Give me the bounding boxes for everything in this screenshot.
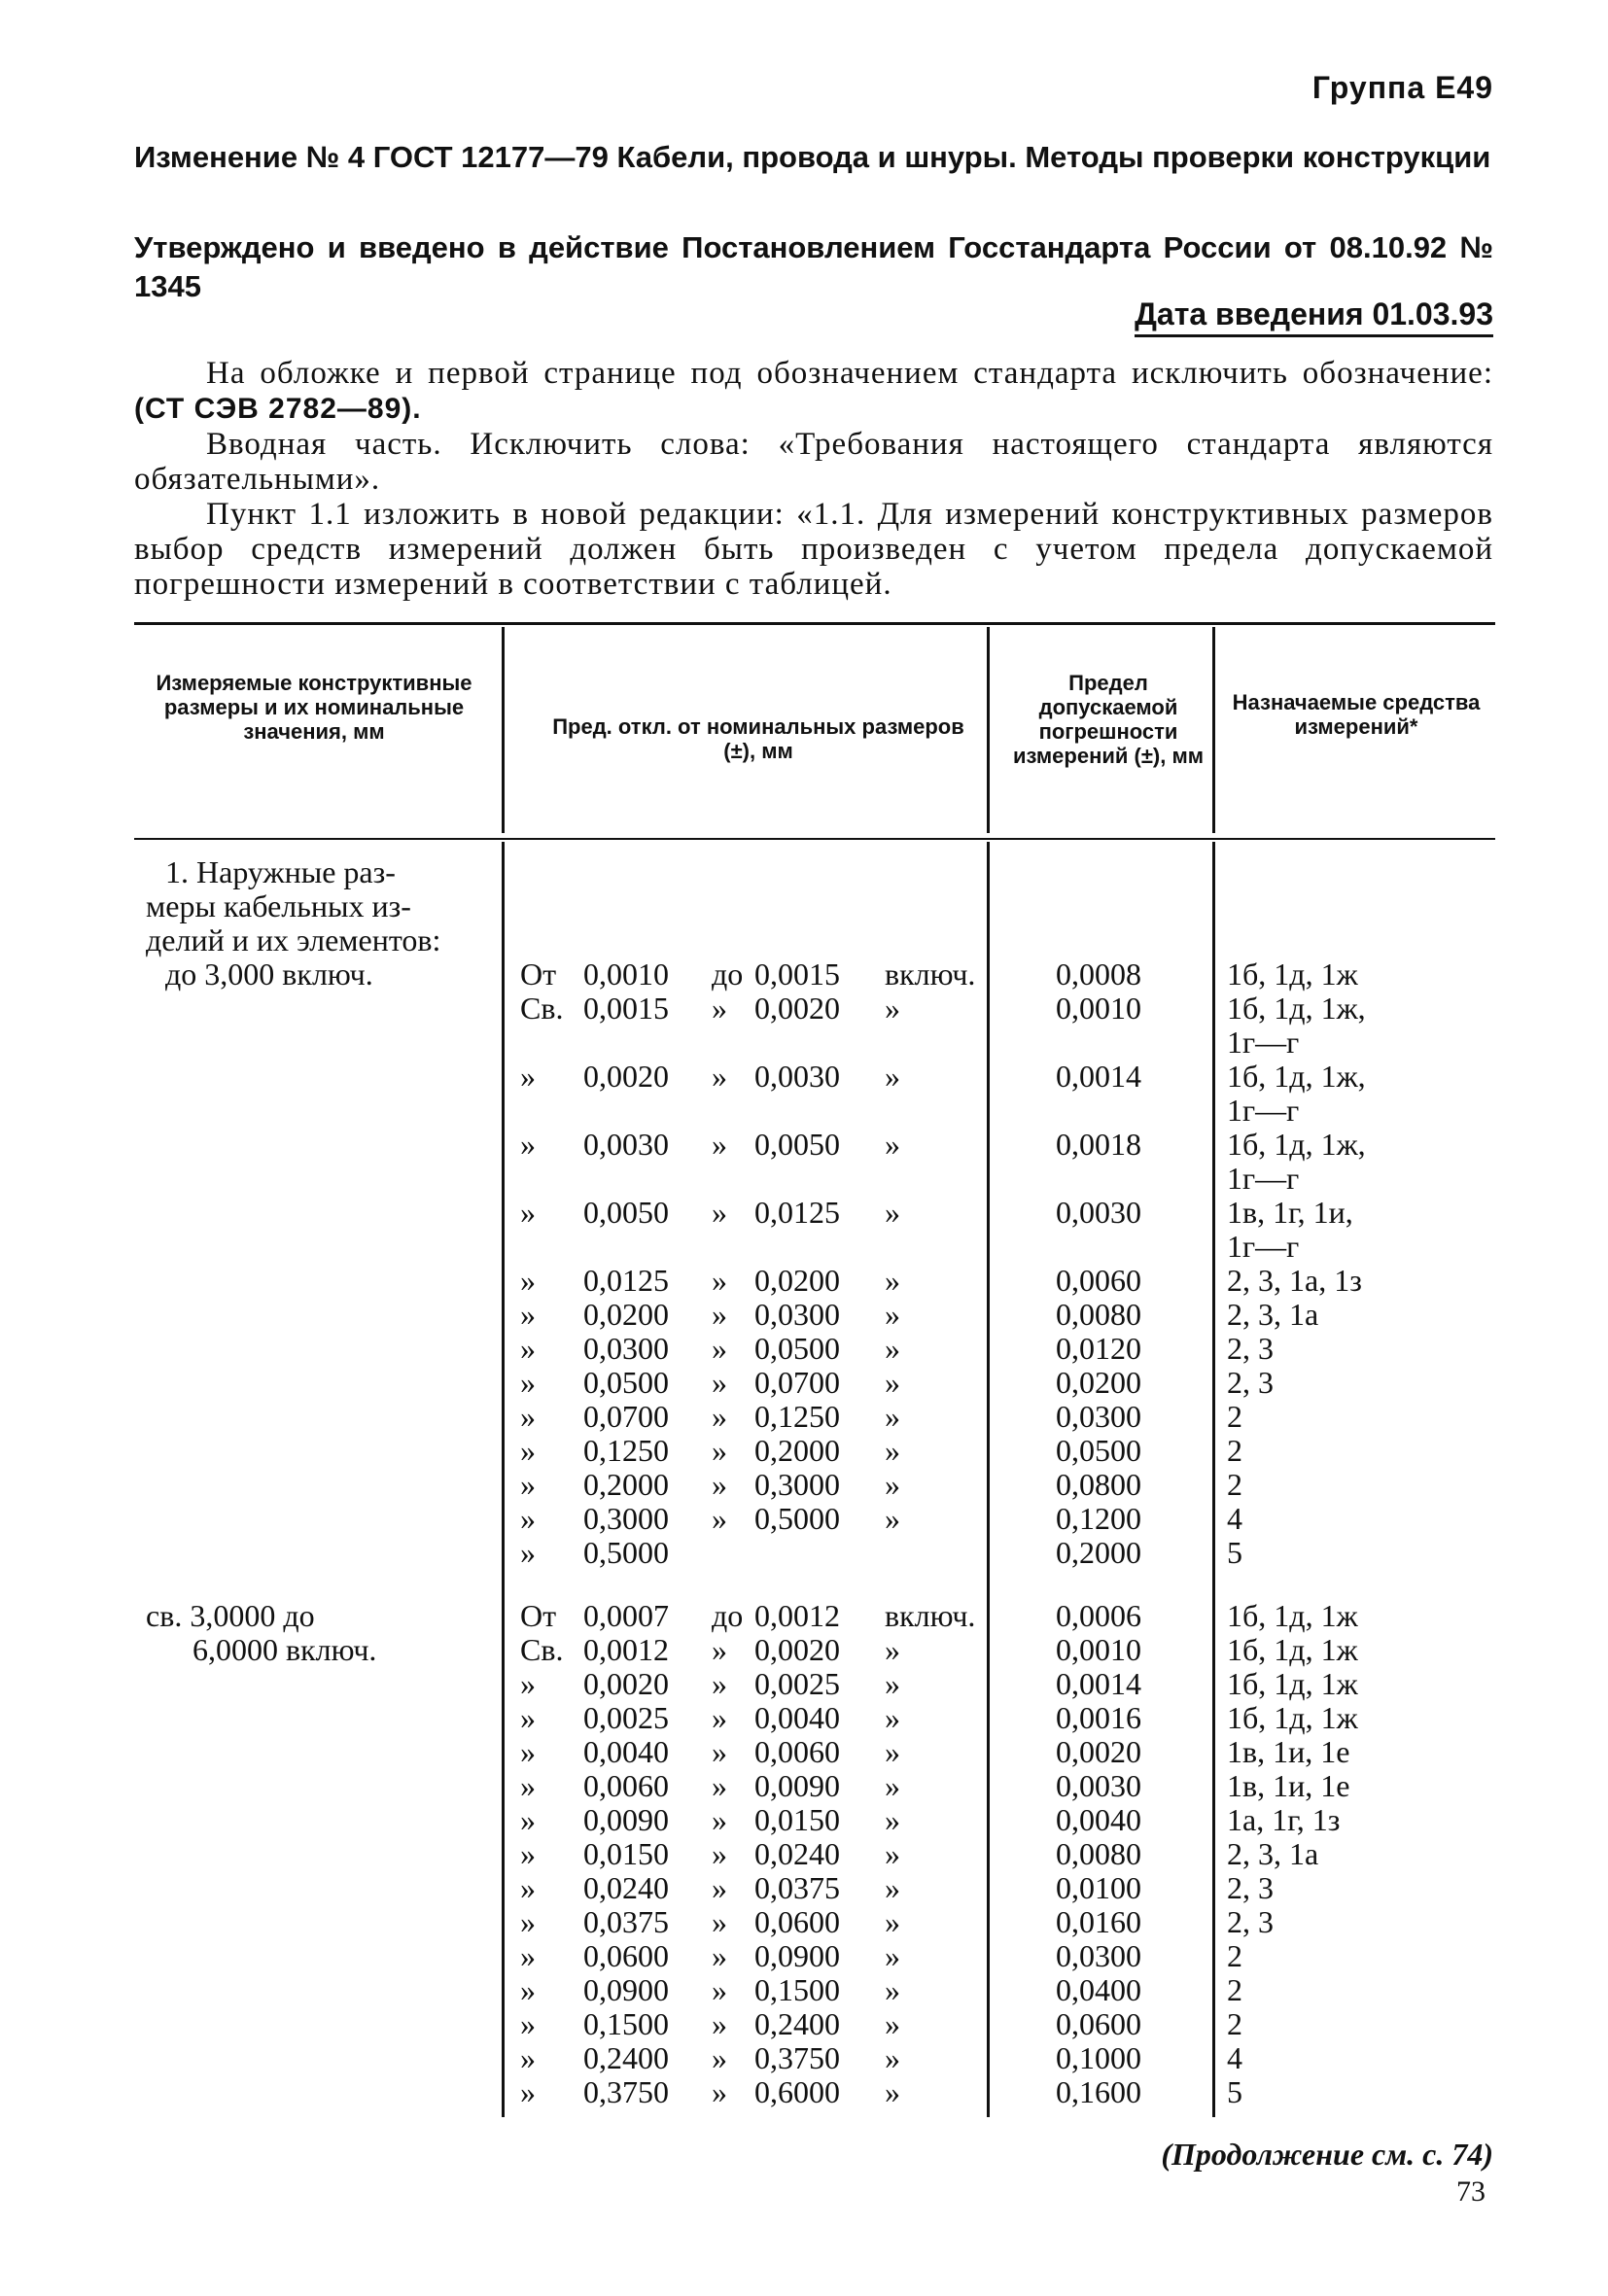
table-row <box>0 2041 1608 2075</box>
table-cell-v1: 0,3000 <box>583 1501 669 1536</box>
table-cell-v4: 1в, 1г, 1и, <box>1227 1195 1353 1230</box>
table-cell-v4: 1г—г <box>1227 1229 1300 1264</box>
table-cell-v4: 2 <box>1227 1467 1242 1502</box>
table-cell-v1: 0,0375 <box>583 1904 669 1939</box>
table-row <box>0 2075 1608 2109</box>
table-header-dimensions: Измеряемые конструктивные размеры и их номинальные значения, мм <box>156 671 472 744</box>
table-cell-v2: 0,0015 <box>754 957 840 991</box>
table-cell-pfx: » <box>520 1870 536 1905</box>
table-cell-v3: 0,0030 <box>1056 1195 1141 1230</box>
table-cell-v3: 0,0014 <box>1056 1666 1141 1701</box>
table-cell-v1: 0,5000 <box>583 1535 669 1570</box>
table-cell-v4: 1б, 1д, 1ж <box>1227 1700 1358 1735</box>
table-cell-v4: 1в, 1и, 1е <box>1227 1734 1350 1769</box>
table-cell-v1: 0,0040 <box>583 1734 669 1769</box>
table-cell-q2: » <box>885 1972 900 2007</box>
table-cell-v3: 0,0200 <box>1056 1365 1141 1400</box>
table-row <box>0 1128 1608 1162</box>
table-row <box>0 1803 1608 1837</box>
table-cell-pfx: » <box>520 1433 536 1468</box>
table-row <box>0 1434 1608 1468</box>
table-header-deviation: Пред. откл. от номинальных размеров (±), мм <box>552 714 964 763</box>
table-cell-q1: » <box>712 1297 727 1332</box>
table-cell-q1: » <box>712 1399 727 1434</box>
table-cell-pfx: » <box>520 1195 536 1230</box>
paragraph-cover-bold: (СТ СЭВ 2782—89). <box>134 393 422 425</box>
table-cell-q2: » <box>885 2074 900 2109</box>
table-cell-v1: 0,0030 <box>583 1127 669 1162</box>
table-cell-v2: 0,5000 <box>754 1501 840 1536</box>
table-cell-q1: » <box>712 991 727 1026</box>
table-cell-q2: » <box>885 1059 900 1094</box>
group-label-1-line: до 3,000 включ. <box>165 957 373 991</box>
table-cell-v4: 2, 3 <box>1227 1904 1274 1939</box>
group-label-1-line: меры кабельных из- <box>146 888 411 923</box>
table-cell-pfx: » <box>520 1768 536 1803</box>
table-cell-v3: 0,0018 <box>1056 1127 1141 1162</box>
table-cell-v3: 0,0300 <box>1056 1399 1141 1434</box>
paragraph-cover <box>134 356 1493 427</box>
table-cell-v4: 1г—г <box>1227 1161 1300 1196</box>
table-row <box>0 2007 1608 2041</box>
table-cell-v2: 0,3000 <box>754 1467 840 1502</box>
table-cell-v3: 0,0060 <box>1056 1263 1141 1298</box>
table-cell-q2: » <box>885 1632 900 1667</box>
table-cell-v4: 5 <box>1227 2074 1242 2109</box>
table-cell-v3: 0,1600 <box>1056 2074 1141 2109</box>
table-cell-v1: 0,3750 <box>583 2074 669 2109</box>
table-cell-v1: 0,1250 <box>583 1433 669 1468</box>
table-row <box>0 1400 1608 1434</box>
table-cell-v4: 1в, 1и, 1е <box>1227 1768 1350 1803</box>
table-cell-v1: 0,0015 <box>583 991 669 1026</box>
table-cell-q2: » <box>885 1467 900 1502</box>
table-cell-q1: » <box>712 1433 727 1468</box>
table-cell-v1: 0,0020 <box>583 1059 669 1094</box>
table-cell-v3: 0,0400 <box>1056 1972 1141 2007</box>
table-cell-v2: 0,0050 <box>754 1127 840 1162</box>
table-cell-pfx: Св. <box>520 1632 564 1667</box>
table-cell-v1: 0,0900 <box>583 1972 669 2007</box>
table-row <box>0 1735 1608 1769</box>
table-cell-q1: » <box>712 1467 727 1502</box>
table-cell-pfx: Св. <box>520 991 564 1026</box>
paragraph-cover-text: На обложке и первой странице под обозначением стандарта исключить обозначение: <box>206 356 1493 391</box>
group-label-1-line: делий и их элементов: <box>146 922 441 957</box>
table-cell-q2: » <box>885 1399 900 1434</box>
table-cell-q1: » <box>712 1904 727 1939</box>
table-cell-v4: 2, 3, 1а, 1з <box>1227 1263 1362 1298</box>
table-cell-v4: 2 <box>1227 2006 1242 2041</box>
table-cell-v3: 0,0006 <box>1056 1598 1141 1633</box>
table-cell-q2: » <box>885 2040 900 2075</box>
table-row <box>0 1502 1608 1536</box>
table-row <box>0 957 1608 991</box>
table-cell-v3: 0,0016 <box>1056 1700 1141 1735</box>
table-cell-v2: 0,2400 <box>754 2006 840 2041</box>
table-row <box>0 1230 1608 1264</box>
table-cell-pfx: » <box>520 1535 536 1570</box>
table-cell-v2: 0,0025 <box>754 1666 840 1701</box>
table-cell-v3: 0,0010 <box>1056 1632 1141 1667</box>
table-cell-pfx: » <box>520 1734 536 1769</box>
table-cell-pfx: » <box>520 2040 536 2075</box>
table-cell-v2: 0,0012 <box>754 1598 840 1633</box>
table-row <box>0 1769 1608 1803</box>
table-cell-pfx: » <box>520 1501 536 1536</box>
table-cell-q2: » <box>885 1501 900 1536</box>
table-cell-q1: » <box>712 1632 727 1667</box>
table-cell-v3: 0,0800 <box>1056 1467 1141 1502</box>
table-row <box>0 1599 1608 1633</box>
table-cell-q2: » <box>885 1331 900 1366</box>
paragraph-intro: Вводная часть. Исключить слова: «Требования настоящего стандарта являются обязательными». <box>134 427 1493 497</box>
table-cell-v4: 1б, 1д, 1ж, <box>1227 991 1366 1026</box>
table-cell-q1: » <box>712 1331 727 1366</box>
table-vline-1 <box>502 627 505 833</box>
table-cell-v3: 0,0160 <box>1056 1904 1141 1939</box>
table-cell-v1: 0,0010 <box>583 957 669 991</box>
table-cell-v4: 1г—г <box>1227 1093 1300 1128</box>
table-row <box>0 1973 1608 2007</box>
table-cell-v3: 0,0080 <box>1056 1297 1141 1332</box>
table-header-error-limit: Предел допускаемой погрешности измерений (±), мм <box>1012 671 1205 768</box>
table-cell-v4: 1г—г <box>1227 1025 1300 1060</box>
table-cell-pfx: » <box>520 1836 536 1871</box>
table-cell-q2: » <box>885 1433 900 1468</box>
table-row <box>0 1701 1608 1735</box>
table-cell-q1: » <box>712 1836 727 1871</box>
table-row <box>0 1837 1608 1871</box>
table-cell-q2: » <box>885 1734 900 1769</box>
table-cell-q2: » <box>885 1802 900 1837</box>
table-cell-q2: » <box>885 1297 900 1332</box>
table-row <box>0 1905 1608 1939</box>
table-cell-q1: » <box>712 1938 727 1973</box>
table-top-rule <box>134 622 1495 625</box>
table-cell-v4: 4 <box>1227 2040 1242 2075</box>
group-label-1-line: 1. Наружные раз- <box>165 854 396 889</box>
table-cell-q1: до <box>712 957 744 991</box>
table-row <box>0 1026 1608 1060</box>
table-cell-v4: 2, 3 <box>1227 1870 1274 1905</box>
table-cell-pfx: » <box>520 1467 536 1502</box>
table-cell-v1: 0,0050 <box>583 1195 669 1230</box>
group-label-2-line: 6,0000 включ. <box>192 1632 377 1667</box>
table-row <box>0 1060 1608 1094</box>
table-row <box>0 1468 1608 1502</box>
table-cell-v2: 0,0090 <box>754 1768 840 1803</box>
table-cell-v1: 0,0600 <box>583 1938 669 1973</box>
table-cell-pfx: » <box>520 1666 536 1701</box>
table-cell-v1: 0,0200 <box>583 1297 669 1332</box>
body-text <box>134 356 1493 602</box>
table-cell-pfx: » <box>520 1263 536 1298</box>
group-code: Группа Е49 <box>1311 70 1493 105</box>
table-cell-pfx: » <box>520 1700 536 1735</box>
table-cell-q2: » <box>885 991 900 1026</box>
table-cell-q2: » <box>885 1127 900 1162</box>
table-cell-q2: » <box>885 1700 900 1735</box>
table-cell-q1: » <box>712 1127 727 1162</box>
table-cell-v1: 0,1500 <box>583 2006 669 2041</box>
table-cell-pfx: От <box>520 1598 557 1633</box>
table-cell-q1: » <box>712 1768 727 1803</box>
table-cell-v3: 0,0100 <box>1056 1870 1141 1905</box>
table-cell-pfx: » <box>520 1972 536 2007</box>
table-cell-v1: 0,0060 <box>583 1768 669 1803</box>
table-cell-pfx: » <box>520 1365 536 1400</box>
table-cell-v1: 0,2400 <box>583 2040 669 2075</box>
table-cell-v4: 1б, 1д, 1ж, <box>1227 1127 1366 1162</box>
table-cell-v2: 0,0150 <box>754 1802 840 1837</box>
paragraph-clause: Пункт 1.1 изложить в новой редакции: «1.1. Для измерений конструктивных размеров выбор средств измерений должен быть произведен с учетом предела допускаемой погрешности измерений в соответствии с таблицей. <box>134 497 1493 602</box>
table-cell-pfx: » <box>520 1802 536 1837</box>
table-cell-v3: 0,0080 <box>1056 1836 1141 1871</box>
table-cell-v1: 0,0500 <box>583 1365 669 1400</box>
table-cell-pfx: » <box>520 1938 536 1973</box>
table-cell-v2: 0,0375 <box>754 1870 840 1905</box>
table-cell-pfx: От <box>520 957 557 991</box>
table-cell-v2: 0,1500 <box>754 1972 840 2007</box>
table-cell-q1: » <box>712 1195 727 1230</box>
table-cell-v2: 0,0020 <box>754 1632 840 1667</box>
table-row <box>0 991 1608 1026</box>
table-cell-pfx: » <box>520 1059 536 1094</box>
table-cell-q1: » <box>712 1059 727 1094</box>
table-header-instruments: Назначаемые средства измерений* <box>1232 690 1481 739</box>
table-cell-v4: 1б, 1д, 1ж <box>1227 1632 1358 1667</box>
table-cell-q2: » <box>885 2006 900 2041</box>
table-row <box>0 1939 1608 1973</box>
table-cell-v3: 0,0010 <box>1056 991 1141 1026</box>
table-cell-pfx: » <box>520 2006 536 2041</box>
table-cell-v4: 4 <box>1227 1501 1242 1536</box>
table-cell-v3: 0,1000 <box>1056 2040 1141 2075</box>
table-vline-2 <box>987 627 990 833</box>
table-cell-v3: 0,0500 <box>1056 1433 1141 1468</box>
table-row <box>0 1094 1608 1128</box>
table-cell-v4: 2, 3 <box>1227 1365 1274 1400</box>
table-cell-q2: » <box>885 1938 900 1973</box>
table-cell-v4: 1б, 1д, 1ж <box>1227 1666 1358 1701</box>
page-number: 73 <box>1456 2175 1486 2208</box>
table-cell-v2: 0,0030 <box>754 1059 840 1094</box>
table-cell-pfx: » <box>520 1399 536 1434</box>
table-cell-v1: 0,0150 <box>583 1836 669 1871</box>
table-cell-v2: 0,0125 <box>754 1195 840 1230</box>
table-cell-q2: включ. <box>885 1598 976 1633</box>
table-cell-q2: » <box>885 1365 900 1400</box>
table-cell-v3: 0,0120 <box>1056 1331 1141 1366</box>
table-header-rule <box>134 838 1495 840</box>
table-cell-v4: 1б, 1д, 1ж, <box>1227 1059 1366 1094</box>
table-cell-q1: » <box>712 1700 727 1735</box>
table-cell-q1: » <box>712 2006 727 2041</box>
table-cell-v4: 1а, 1г, 1з <box>1227 1802 1341 1837</box>
table-cell-v2: 0,0600 <box>754 1904 840 1939</box>
continuation-note: (Продолжение см. с. 74) <box>1161 2137 1493 2172</box>
table-cell-q1: » <box>712 1501 727 1536</box>
table-row <box>0 1633 1608 1667</box>
table-cell-v4: 5 <box>1227 1535 1242 1570</box>
table-cell-v4: 2 <box>1227 1399 1242 1434</box>
table-cell-v1: 0,0125 <box>583 1263 669 1298</box>
table-cell-v4: 1б, 1д, 1ж <box>1227 1598 1358 1633</box>
table-cell-v4: 2 <box>1227 1433 1242 1468</box>
table-cell-q2: » <box>885 1870 900 1905</box>
table-cell-v2: 0,0500 <box>754 1331 840 1366</box>
table-cell-v3: 0,0040 <box>1056 1802 1141 1837</box>
table-cell-v3: 0,0030 <box>1056 1768 1141 1803</box>
table-cell-q1: до <box>712 1598 744 1633</box>
table-row <box>0 1264 1608 1298</box>
table-cell-v3: 0,1200 <box>1056 1501 1141 1536</box>
table-row <box>0 1366 1608 1400</box>
document-title: Изменение № 4 ГОСТ 12177—79 Кабели, провода и шнуры. Методы проверки конструкции <box>134 140 1491 174</box>
table-cell-q2: » <box>885 1263 900 1298</box>
table-cell-v1: 0,0007 <box>583 1598 669 1633</box>
table-cell-v2: 0,0240 <box>754 1836 840 1871</box>
table-cell-q2: » <box>885 1904 900 1939</box>
table-row <box>0 1871 1608 1905</box>
table-cell-pfx: » <box>520 1127 536 1162</box>
table-cell-v2: 0,6000 <box>754 2074 840 2109</box>
group-label-2-line: св. 3,0000 до <box>146 1598 315 1633</box>
table-cell-q1: » <box>712 1734 727 1769</box>
table-cell-v1: 0,0240 <box>583 1870 669 1905</box>
table-cell-v3: 0,0008 <box>1056 957 1141 991</box>
table-cell-q1: » <box>712 1666 727 1701</box>
table-cell-v4: 2 <box>1227 1938 1242 1973</box>
table-cell-pfx: » <box>520 1904 536 1939</box>
table-cell-q1: » <box>712 1870 727 1905</box>
table-cell-v2: 0,3750 <box>754 2040 840 2075</box>
table-cell-v4: 2 <box>1227 1972 1242 2007</box>
table-cell-v2: 0,0060 <box>754 1734 840 1769</box>
table-cell-q2: » <box>885 1836 900 1871</box>
table-cell-pfx: » <box>520 1297 536 1332</box>
table-cell-v3: 0,0014 <box>1056 1059 1141 1094</box>
table-cell-q1: » <box>712 1802 727 1837</box>
table-cell-pfx: » <box>520 2074 536 2109</box>
table-cell-v4: 1б, 1д, 1ж <box>1227 957 1358 991</box>
table-cell-v2: 0,0200 <box>754 1263 840 1298</box>
table-cell-q1: » <box>712 1972 727 2007</box>
table-cell-v2: 0,0020 <box>754 991 840 1026</box>
table-row <box>0 1162 1608 1196</box>
table-cell-v2: 0,0700 <box>754 1365 840 1400</box>
table-cell-q2: » <box>885 1768 900 1803</box>
table-cell-v2: 0,0300 <box>754 1297 840 1332</box>
table-cell-q1: » <box>712 1263 727 1298</box>
table-cell-v1: 0,2000 <box>583 1467 669 1502</box>
table-cell-v2: 0,0900 <box>754 1938 840 1973</box>
table-row <box>0 1667 1608 1701</box>
table-cell-q2: » <box>885 1666 900 1701</box>
table-cell-v2: 0,0040 <box>754 1700 840 1735</box>
table-cell-v1: 0,0700 <box>583 1399 669 1434</box>
table-cell-v4: 2, 3, 1а <box>1227 1297 1319 1332</box>
table-row <box>0 1298 1608 1332</box>
table-cell-v1: 0,0012 <box>583 1632 669 1667</box>
table-cell-q1: » <box>712 2074 727 2109</box>
table-cell-v1: 0,0090 <box>583 1802 669 1837</box>
table-cell-q1: » <box>712 1365 727 1400</box>
table-cell-v3: 0,2000 <box>1056 1535 1141 1570</box>
table-cell-q1: » <box>712 2040 727 2075</box>
table-cell-v3: 0,0020 <box>1056 1734 1141 1769</box>
approval-line: Утверждено и введено в действие Постановлением Госстандарта России от 08.10.92 № 1345 <box>134 230 1493 303</box>
table-cell-v1: 0,0020 <box>583 1666 669 1701</box>
table-cell-v2: 0,2000 <box>754 1433 840 1468</box>
table-cell-v1: 0,0300 <box>583 1331 669 1366</box>
table-cell-pfx: » <box>520 1331 536 1366</box>
table-vline-3 <box>1212 627 1215 833</box>
table-row <box>0 1536 1608 1570</box>
table-cell-v3: 0,0300 <box>1056 1938 1141 1973</box>
table-cell-q2: » <box>885 1195 900 1230</box>
effective-date: Дата введения 01.03.93 <box>1135 296 1493 337</box>
table-cell-v3: 0,0600 <box>1056 2006 1141 2041</box>
table-cell-q2: включ. <box>885 957 976 991</box>
table-cell-v4: 2, 3 <box>1227 1331 1274 1366</box>
table-cell-v4: 2, 3, 1а <box>1227 1836 1319 1871</box>
table-row <box>0 1332 1608 1366</box>
table-row <box>0 1196 1608 1230</box>
table-cell-v2: 0,1250 <box>754 1399 840 1434</box>
table-cell-v1: 0,0025 <box>583 1700 669 1735</box>
